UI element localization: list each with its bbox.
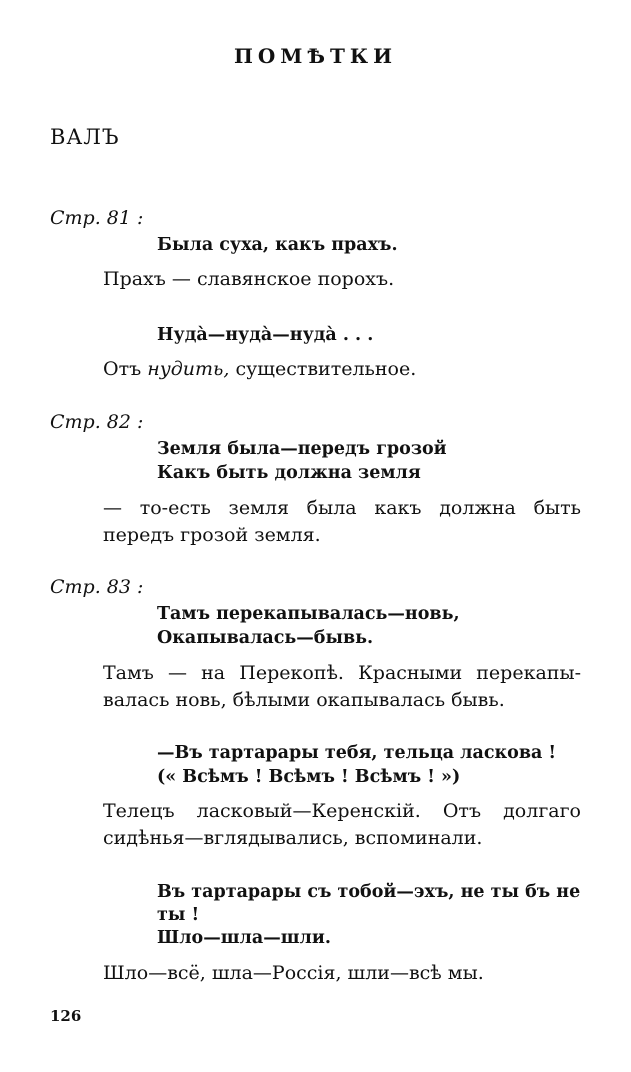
note-line: Прахъ — славянское порохъ. (103, 268, 395, 290)
page-title: ПОМѢТКИ (233, 44, 398, 68)
note-line (103, 356, 416, 383)
verse-line: —Въ тартарары тебя, тельца ласкова ! (157, 743, 557, 763)
verse-line: Нудà—нудà—нудà . . . (157, 325, 374, 345)
note-line: Телецъ ласковый—Керенскій. Отъ долгаго (103, 800, 581, 822)
verse-line: Была суха, какъ прахъ. (157, 235, 398, 255)
note-line: валась новь, бѣлыми окапывалась бывь. (103, 689, 505, 711)
note-text: Отъ (103, 358, 148, 380)
note-text: существительное. (229, 358, 417, 380)
section-heading: ВАЛЪ (50, 125, 120, 149)
page-reference-82: Стр. 82 : (50, 411, 144, 433)
emphasized-word: нудить, (147, 358, 230, 380)
note-line: — то-есть земля была какъ должна быть (103, 497, 581, 519)
page-reference-81: Стр. 81 : (50, 207, 144, 229)
verse-line: (« Всѣмъ ! Всѣмъ ! Всѣмъ ! ») (157, 767, 461, 787)
verse-line: Тамъ перекапывалась—новь, (157, 604, 460, 624)
note-line: сидѣнья—вглядывались, вспоминали. (103, 827, 483, 849)
page-number: 126 (50, 1007, 82, 1025)
verse-line: Шло—шла—шли. (157, 928, 331, 948)
verse-line: Въ тартарары съ тобой—эхъ, не ты бъ не (157, 882, 581, 902)
note-line: передъ грозой земля. (103, 524, 321, 546)
page-reference-83: Стр. 83 : (50, 576, 144, 598)
verse-line: Земля была—передъ грозой (157, 439, 447, 459)
verse-line: Окапывалась—бывь. (157, 628, 374, 648)
verse-line: Какъ быть должна земля (157, 463, 421, 483)
note-line: Шло—всё, шла—Россія, шли—всѣ мы. (103, 962, 484, 984)
note-line: Тамъ — на Перекопѣ. Красными перекапы- (103, 662, 581, 684)
verse-line: ты ! (157, 905, 200, 925)
